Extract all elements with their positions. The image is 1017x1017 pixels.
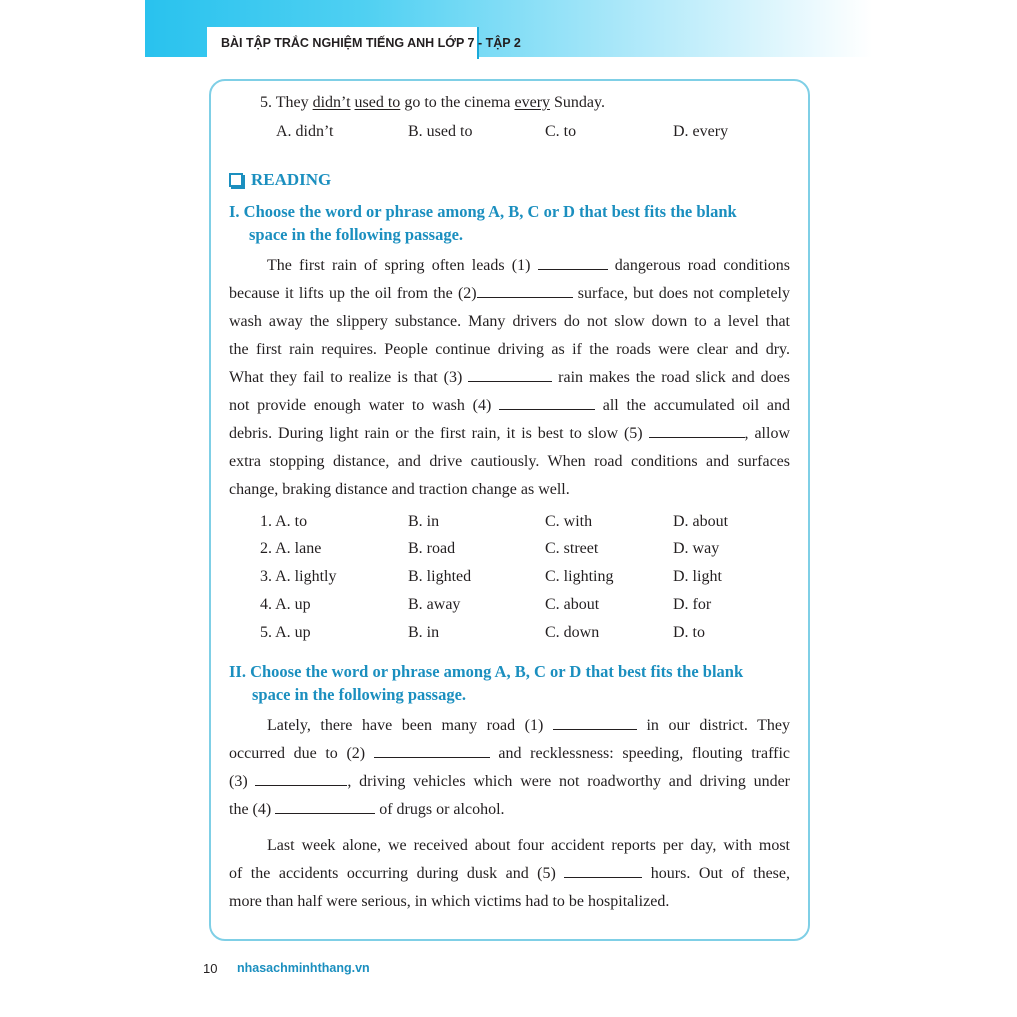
- answer-blank: [538, 258, 608, 270]
- passage-text: extra stopping distance, and drive cautiously. When road conditions and surfaces: [229, 453, 790, 470]
- answer-blank: [275, 802, 375, 814]
- page-number: 10: [203, 961, 218, 976]
- passage-text: hours. Out of these,: [642, 865, 790, 882]
- task2-instruction-line1: II. Choose the word or phrase among A, B, C or D that best fits the blank: [229, 662, 744, 681]
- passage-text: Lately, there have been many road (1): [267, 717, 553, 734]
- passage-text: occurred due to (2): [229, 745, 374, 762]
- passage-text: , allow: [744, 425, 791, 442]
- question-option: D. way: [673, 540, 720, 557]
- answer-blank: [499, 398, 595, 410]
- q5-option-b: B. used to: [408, 123, 473, 140]
- task2-passage-line: [229, 894, 790, 910]
- passage-text: , driving vehicles which were not roadworthy and driving under: [347, 773, 791, 790]
- question-option: D. light: [673, 568, 722, 585]
- checkbox-icon: [229, 173, 243, 187]
- task1-instruction-line1: I. Choose the word or phrase among A, B, C or D that best fits the blank: [229, 202, 737, 221]
- book-title: BÀI TẬP TRẮC NGHIỆM TIẾNG ANH LỚP 7 - TẬP 2: [221, 36, 521, 50]
- passage-text: (3): [229, 773, 256, 790]
- question-option: C. street: [545, 540, 599, 557]
- passage-text: Last week alone, we received about four accident reports per day, with most: [267, 837, 790, 854]
- answer-blank: [553, 718, 637, 730]
- question-option: C. with: [545, 513, 593, 530]
- question-option: 1. A. to: [260, 513, 308, 530]
- task2-passage-line: [229, 746, 790, 762]
- question-option: D. for: [673, 596, 712, 613]
- passage-text: and recklessness: speeding, flouting traffic: [489, 745, 790, 762]
- question-option: D. about: [673, 513, 729, 530]
- q5-mid: go to the cinema: [400, 94, 515, 111]
- passage-text: change, braking distance and traction change as well.: [229, 481, 570, 498]
- passage-text: not provide enough water to wash (4): [229, 397, 500, 414]
- question-option: B. in: [408, 624, 440, 641]
- publisher-site: nhasachminhthang.vn: [237, 961, 370, 975]
- task1-passage-line: [229, 286, 790, 302]
- q5-suffix: Sunday.: [550, 94, 605, 111]
- question-option: C. down: [545, 624, 600, 641]
- question-option: C. lighting: [545, 568, 614, 585]
- passage-text: of drugs or alcohol.: [375, 801, 505, 818]
- q5-underlined-3: every: [514, 94, 551, 111]
- passage-text: all the accumulated oil and: [595, 397, 791, 414]
- passage-text: the first rain requires. People continue driving as if the roads were clear and dry.: [229, 341, 790, 358]
- passage-text: What they fail to realize is that (3): [229, 369, 469, 386]
- q5-prefix: 5. They: [260, 94, 313, 111]
- question-option: D. to: [673, 624, 705, 641]
- reading-heading-text: READING: [251, 170, 332, 189]
- q5-option-a: A. didn’t: [276, 123, 334, 140]
- task1-passage-line: [229, 398, 790, 414]
- passage-text: of the accidents occurring during dusk and (5): [229, 865, 565, 882]
- question-option: B. lighted: [408, 568, 472, 585]
- passage-text: because it lifts up the oil from the (2): [229, 285, 477, 302]
- task1-passage-line: [229, 426, 790, 442]
- question-option: B. in: [408, 513, 440, 530]
- task2-passage-line: [267, 718, 790, 734]
- task1-instruction-line2: space in the following passage.: [249, 225, 464, 244]
- task1-passage-line: [229, 454, 790, 470]
- passage-text: wash away the slippery substance. Many drivers do not slow down to a level that: [229, 313, 790, 330]
- passage-text: the (4): [229, 801, 276, 818]
- q5-option-c: C. to: [545, 123, 577, 140]
- answer-blank: [477, 286, 573, 298]
- passage-text: The first rain of spring often leads (1): [267, 257, 538, 274]
- task1-passage-line: [229, 314, 790, 330]
- answer-blank: [649, 426, 745, 438]
- question-option: B. road: [408, 540, 456, 557]
- passage-text: dangerous road conditions: [607, 257, 790, 274]
- task1-passage-line: [267, 258, 790, 274]
- question-option: 2. A. lane: [260, 540, 322, 557]
- reading-heading: [229, 170, 331, 190]
- task2-passage-line: [229, 866, 790, 882]
- task2-passage-line: [267, 838, 790, 854]
- question-option: 4. A. up: [260, 596, 311, 613]
- task2-passage-line: [229, 774, 790, 790]
- q5-option-d: D. every: [673, 123, 729, 140]
- task1-passage-line: [229, 482, 790, 498]
- answer-blank: [468, 370, 552, 382]
- question-option: C. about: [545, 596, 600, 613]
- question-option: 3. A. lightly: [260, 568, 337, 585]
- task1-passage-line: [229, 342, 790, 358]
- task2-instruction-line2: space in the following passage.: [252, 685, 467, 704]
- q5-underlined-2: used to: [354, 94, 401, 111]
- q5-underlined-1: didn’t: [312, 94, 351, 111]
- task2-passage-line: [229, 802, 790, 818]
- task1-passage-line: [229, 370, 790, 386]
- answer-blank: [564, 866, 642, 878]
- passage-text: debris. During light rain or the first rain, it is best to slow (5): [229, 425, 649, 442]
- question-option: 5. A. up: [260, 624, 311, 641]
- passage-text: rain makes the road slick and does: [552, 369, 791, 386]
- question-option: B. away: [408, 596, 461, 613]
- passage-text: more than half were serious, in which victims had to be hospitalized.: [229, 893, 670, 910]
- passage-text: surface, but does not completely: [572, 285, 791, 302]
- question-5: [260, 95, 605, 111]
- answer-blank: [374, 746, 490, 758]
- passage-text: in our district. They: [636, 717, 790, 734]
- answer-blank: [255, 774, 347, 786]
